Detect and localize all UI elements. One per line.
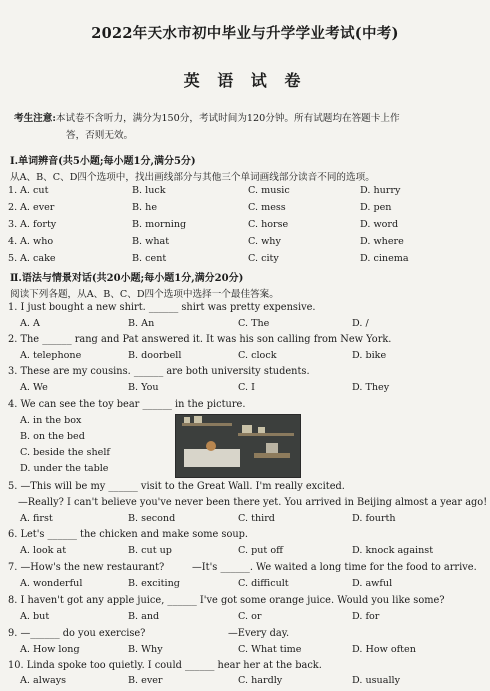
section-2-instruction: 阅读下列各题，从A、B、C、D四个选项中选择一个最佳答案。: [10, 289, 279, 300]
option-d[interactable]: D. under the table: [20, 463, 109, 474]
option-a[interactable]: A. who: [20, 236, 54, 247]
question-8-options: [0, 611, 490, 627]
book: [258, 427, 265, 433]
room-picture: [175, 414, 301, 478]
option-c[interactable]: C. put off: [238, 545, 283, 556]
toy-bear: [206, 441, 216, 451]
option-d[interactable]: D. knock against: [352, 545, 434, 556]
question-5: 5. —This will be my ______ visit to the Great Wall. I'm really excited.: [8, 481, 345, 492]
notice-line-2: 答，否则无效。: [66, 130, 134, 141]
option-b[interactable]: B. morning: [132, 219, 187, 230]
option-c[interactable]: C. or: [238, 611, 262, 622]
question-9: 9. —______ do you exercise?: [8, 628, 146, 639]
exam-title: 2022年天水市初中毕业与升学学业考试(中考): [91, 25, 399, 42]
option-a[interactable]: A. telephone: [20, 350, 82, 361]
option-b[interactable]: B. he: [132, 202, 158, 213]
option-a[interactable]: A. always: [20, 675, 67, 686]
question-9-options: [0, 644, 490, 660]
question-3: 3. These are my cousins. ______ are both university students.: [8, 366, 310, 377]
option-d[interactable]: D. for: [352, 611, 380, 622]
option-a[interactable]: A. A: [20, 318, 40, 329]
option-d[interactable]: D. usually: [352, 675, 401, 686]
option-b[interactable]: B. what: [132, 236, 170, 247]
question-8: 8. I haven't got any apple juice, ______ I've got some orange juice. Would you like some?: [8, 595, 445, 606]
option-a[interactable]: A. look at: [20, 545, 67, 556]
option-d[interactable]: D. bike: [352, 350, 387, 361]
option-b[interactable]: B. exciting: [128, 578, 180, 589]
option-a[interactable]: A. We: [20, 382, 48, 393]
section-2-heading: Ⅱ.语法与情景对话(共20小题;每小题1分,满分20分): [10, 273, 244, 284]
option: 5.: [8, 253, 18, 264]
option-b[interactable]: B. You: [128, 382, 159, 393]
question-2: 2. The ______ rang and Pat answered it. It was his son calling from New York.: [8, 334, 392, 345]
option-d[interactable]: D. fourth: [352, 513, 396, 524]
option-b[interactable]: B. luck: [132, 185, 166, 196]
option-b[interactable]: B. An: [128, 318, 155, 329]
option-d[interactable]: D. cinema: [360, 253, 409, 264]
option-c[interactable]: C. why: [248, 236, 281, 247]
option: 4.: [8, 236, 18, 247]
option-b[interactable]: B. ever: [128, 675, 163, 686]
bed: [184, 449, 240, 467]
phonics-row-1: [0, 185, 490, 201]
option-d[interactable]: D. How often: [352, 644, 416, 655]
option-c[interactable]: C. third: [238, 513, 275, 524]
question-7-reply: —It's ______. We waited a long time for the food to arrive.: [192, 562, 477, 573]
option-c[interactable]: C. The: [238, 318, 270, 329]
option-a[interactable]: A. first: [20, 513, 53, 524]
option-d[interactable]: D. awful: [352, 578, 393, 589]
option-b[interactable]: B. cent: [132, 253, 167, 264]
option-c[interactable]: C. I: [238, 382, 255, 393]
option-a[interactable]: A. forty: [20, 219, 57, 230]
phonics-row-4: [0, 236, 490, 252]
table: [254, 453, 290, 458]
option-b[interactable]: B. second: [128, 513, 176, 524]
shelf: [182, 423, 232, 426]
question-5-options: [0, 513, 490, 529]
book: [242, 425, 252, 433]
exam-subtitle: 英 语 试 卷: [183, 71, 307, 90]
option-b[interactable]: B. doorbell: [128, 350, 182, 361]
option-c[interactable]: C. hardly: [238, 675, 283, 686]
option-a[interactable]: A. cut: [20, 185, 49, 196]
option-c[interactable]: C. difficult: [238, 578, 289, 589]
notice-line-1: 本试卷不含听力，满分为150分，考试时间为120分钟。所有试题均在答题卡上作: [55, 113, 400, 124]
section-1-instruction: 从A、B、C、D四个选项中，找出画线部分与其他三个单词画线部分读音不同的选项。: [10, 172, 375, 183]
option-d[interactable]: D. /: [352, 318, 369, 329]
option-d[interactable]: D. hurry: [360, 185, 401, 196]
phonics-row-5: [0, 253, 490, 269]
option: 2.: [8, 202, 18, 213]
notice-label: 考生注意:: [14, 113, 56, 124]
option-a[interactable]: A. in the box: [20, 415, 82, 426]
option-c[interactable]: C. horse: [248, 219, 289, 230]
exam-notice: [14, 110, 480, 144]
question-9-reply: —Every day.: [228, 628, 290, 639]
option-d[interactable]: D. They: [352, 382, 390, 393]
option-a[interactable]: A. cake: [20, 253, 56, 264]
option-c[interactable]: C. music: [248, 185, 290, 196]
option-c[interactable]: C. What time: [238, 644, 302, 655]
question-5-reply: —Really? I can't believe you've never been there yet. You arrived in Beijing almost a year ago!: [18, 497, 488, 508]
option-a[interactable]: A. ever: [20, 202, 55, 213]
option-d[interactable]: D. where: [360, 236, 404, 247]
question-2-options: [0, 350, 490, 366]
question-3-options: [0, 382, 490, 398]
option-c[interactable]: C. clock: [238, 350, 277, 361]
phonics-row-3: [0, 219, 490, 235]
section-1-heading: Ⅰ.单词辨音(共5小题;每小题1分,满分5分): [10, 156, 196, 167]
option-c[interactable]: C. beside the shelf: [20, 447, 110, 458]
question-6: 6. Let's ______ the chicken and make some soup.: [8, 529, 249, 540]
option-c[interactable]: C. mess: [248, 202, 286, 213]
question-7: 7. —How's the new restaurant?: [8, 562, 165, 573]
option-b[interactable]: B. and: [128, 611, 160, 622]
option-b[interactable]: B. on the bed: [20, 431, 85, 442]
option-d[interactable]: D. word: [360, 219, 399, 230]
book: [194, 416, 202, 423]
question-1: 1. I just bought a new shirt. ______ shirt was pretty expensive.: [8, 302, 316, 313]
option: 3.: [8, 219, 18, 230]
option-a[interactable]: A. wonderful: [20, 578, 83, 589]
question-4: 4. We can see the toy bear ______ in the picture.: [8, 399, 246, 410]
shelf: [238, 433, 294, 436]
option-b[interactable]: B. Why: [128, 644, 163, 655]
book: [184, 417, 190, 423]
option-b[interactable]: B. cut up: [128, 545, 172, 556]
question-6-options: [0, 545, 490, 561]
option-c[interactable]: C. city: [248, 253, 279, 264]
option-a[interactable]: A. but: [20, 611, 50, 622]
question-10: 10. Linda spoke too quietly. I could ______ hear her at the back.: [8, 660, 322, 671]
option-d[interactable]: D. pen: [360, 202, 392, 213]
question-7-options: [0, 578, 490, 594]
question-1-options: [0, 318, 490, 334]
option-a[interactable]: A. How long: [20, 644, 80, 655]
option: 1.: [8, 185, 18, 196]
phonics-row-2: [0, 202, 490, 218]
box: [266, 443, 278, 453]
